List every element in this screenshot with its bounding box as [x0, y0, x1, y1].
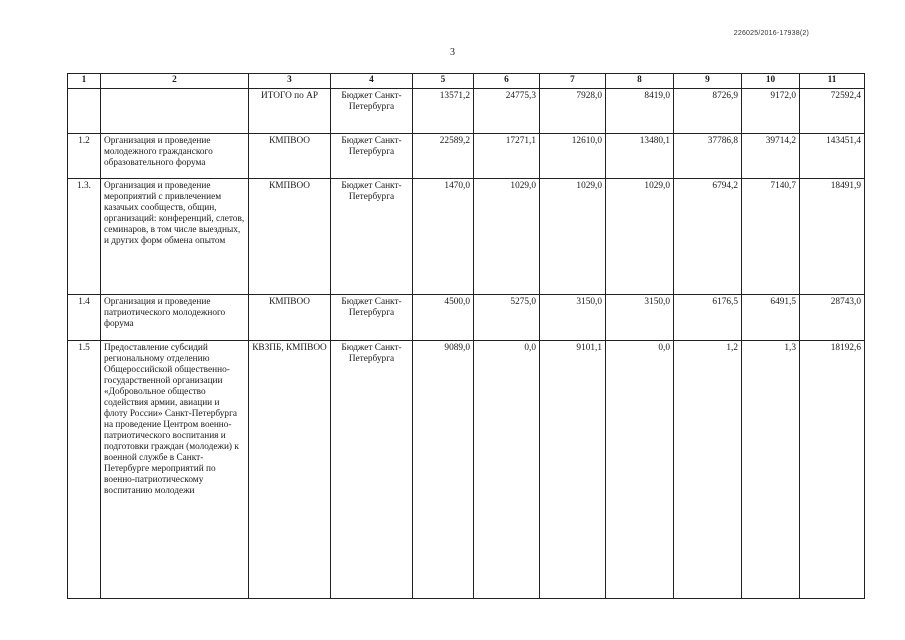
column-header: 7 — [540, 74, 606, 89]
value-cell: 9172,0 — [742, 89, 800, 134]
value-cell: 5275,0 — [474, 295, 540, 341]
table-row — [68, 341, 865, 599]
value-cell: 12610,0 — [540, 134, 606, 179]
value-cell: 8726,9 — [674, 89, 742, 134]
page-number: 3 — [450, 47, 455, 58]
column-header: 8 — [606, 74, 674, 89]
value-cell: 1029,0 — [606, 179, 674, 295]
column-header: 2 — [101, 74, 249, 89]
column-header: 10 — [742, 74, 800, 89]
value-cell: 28743,0 — [800, 295, 865, 341]
executor-cell: КМПВОО — [249, 134, 331, 179]
executor-cell: КМПВОО — [249, 295, 331, 341]
value-cell: 1029,0 — [474, 179, 540, 295]
value-cell: 9101,1 — [540, 341, 606, 599]
column-header: 6 — [474, 74, 540, 89]
value-cell: 22589,2 — [413, 134, 474, 179]
funding-source-cell: Бюджет Санкт-Петербурга — [331, 295, 413, 341]
column-header: 9 — [674, 74, 742, 89]
value-cell: 0,0 — [474, 341, 540, 599]
value-cell: 13480,1 — [606, 134, 674, 179]
value-cell: 6794,2 — [674, 179, 742, 295]
value-cell: 13571,2 — [413, 89, 474, 134]
row-number: 1.3. — [68, 179, 101, 295]
funding-source-cell: Бюджет Санкт-Петербурга — [331, 134, 413, 179]
activity-name: Организация и проведение патриотического молодежного форума — [101, 295, 249, 341]
funding-source-cell: Бюджет Санкт-Петербурга — [331, 89, 413, 134]
value-cell: 6491,5 — [742, 295, 800, 341]
value-cell: 24775,3 — [474, 89, 540, 134]
executor-cell: КМПВОО — [249, 179, 331, 295]
value-cell: 9089,0 — [413, 341, 474, 599]
value-cell: 7928,0 — [540, 89, 606, 134]
column-header: 11 — [800, 74, 865, 89]
activity-name — [101, 89, 249, 134]
row-number — [68, 89, 101, 134]
value-cell: 17271,1 — [474, 134, 540, 179]
table-row — [68, 295, 865, 341]
value-cell: 72592,4 — [800, 89, 865, 134]
document-id: 226025/2016-17938(2) — [733, 30, 809, 37]
funding-source-cell: Бюджет Санкт-Петербурга — [331, 179, 413, 295]
value-cell: 1,2 — [674, 341, 742, 599]
value-cell: 4500,0 — [413, 295, 474, 341]
value-cell: 7140,7 — [742, 179, 800, 295]
value-cell: 39714,2 — [742, 134, 800, 179]
activity-name: Организация и проведение молодежного гражданского образовательного форума — [101, 134, 249, 179]
value-cell: 1470,0 — [413, 179, 474, 295]
funding-source-cell: Бюджет Санкт-Петербурга — [331, 341, 413, 599]
value-cell: 1029,0 — [540, 179, 606, 295]
value-cell: 1,3 — [742, 341, 800, 599]
value-cell: 3150,0 — [606, 295, 674, 341]
header-row — [68, 74, 865, 89]
row-number: 1.4 — [68, 295, 101, 341]
column-header: 1 — [68, 74, 101, 89]
value-cell: 8419,0 — [606, 89, 674, 134]
value-cell: 18491,9 — [800, 179, 865, 295]
value-cell: 37786,8 — [674, 134, 742, 179]
executor-cell: ИТОГО по АР — [249, 89, 331, 134]
value-cell: 0,0 — [606, 341, 674, 599]
value-cell: 6176,5 — [674, 295, 742, 341]
table-row — [68, 89, 865, 134]
executor-cell: КВЗПБ, КМПВОО — [249, 341, 331, 599]
column-header: 5 — [413, 74, 474, 89]
column-header: 3 — [249, 74, 331, 89]
value-cell: 143451,4 — [800, 134, 865, 179]
row-number: 1.2 — [68, 134, 101, 179]
row-number: 1.5 — [68, 341, 101, 599]
budget-table — [67, 73, 865, 599]
table-row — [68, 134, 865, 179]
table-row — [68, 179, 865, 295]
value-cell: 3150,0 — [540, 295, 606, 341]
activity-name: Предоставление субсидий региональному отделению Общероссийской общественно-государственной организации «Добровольное общество содействия армии, авиации и флоту России» Санкт-Петербурга на проведение Центром военно-патриотического воспитания и подготовки граждан (молодежи) к военной службе в Санкт-Петербурге мероприятий по военно-патриотическому воспитанию молодежи — [101, 341, 249, 599]
activity-name: Организация и проведение мероприятий с привлечением казачьих сообществ, общин, организаций: конференций, слетов, семинаров, в том числе выездных, и других форм обмена опытом — [101, 179, 249, 295]
column-header: 4 — [331, 74, 413, 89]
value-cell: 18192,6 — [800, 341, 865, 599]
